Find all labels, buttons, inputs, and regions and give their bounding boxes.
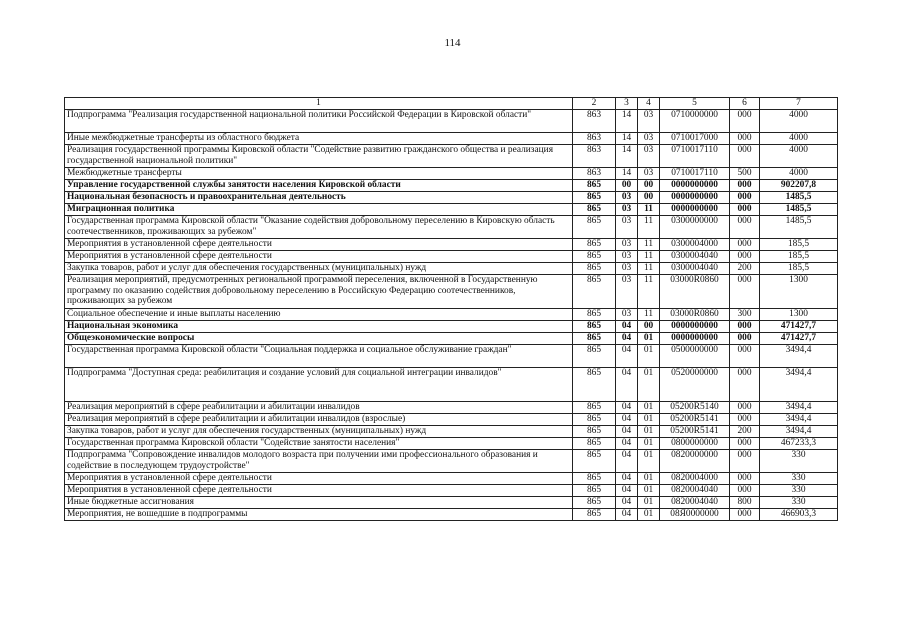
- table-row: [65, 145, 838, 168]
- item-name-cell: Межбюджетные трансферты: [65, 168, 573, 180]
- item-name-cell: Подпрограмма "Сопровождение инвалидов молодого возраста при получении ими профессионального образования и содействие в последующем трудоустройстве": [65, 450, 573, 473]
- section-code-cell: 04: [616, 345, 638, 368]
- header-col-1: 1: [65, 98, 573, 110]
- target-article-code-cell: 0500000000: [660, 345, 730, 368]
- amount-cell: 3494,4: [760, 345, 838, 368]
- table-row: [65, 275, 838, 309]
- table-row: [65, 110, 838, 133]
- subsection-code-cell: 03: [638, 145, 660, 168]
- expense-type-code-cell: 000: [730, 509, 760, 521]
- admin-code-cell: 865: [573, 485, 616, 497]
- item-name-cell: Подпрограмма "Доступная среда: реабилитация и создание условий для социальной интеграции инвалидов": [65, 368, 573, 402]
- amount-cell: 1300: [760, 275, 838, 309]
- target-article-code-cell: 0820004040: [660, 485, 730, 497]
- target-article-code-cell: 0000000000: [660, 204, 730, 216]
- admin-code-cell: 865: [573, 450, 616, 473]
- subsection-code-cell: 01: [638, 426, 660, 438]
- subsection-code-cell: 01: [638, 497, 660, 509]
- expense-type-code-cell: 000: [730, 450, 760, 473]
- admin-code-cell: 865: [573, 426, 616, 438]
- section-code-cell: 04: [616, 485, 638, 497]
- section-code-cell: 03: [616, 204, 638, 216]
- section-code-cell: 14: [616, 168, 638, 180]
- table-row: [65, 345, 838, 368]
- header-col-5: 5: [660, 98, 730, 110]
- target-article-code-cell: 05200R5141: [660, 426, 730, 438]
- table-row: [65, 450, 838, 473]
- item-name-cell: Мероприятия в установленной сфере деятельности: [65, 251, 573, 263]
- admin-code-cell: 865: [573, 509, 616, 521]
- amount-cell: 1485,5: [760, 216, 838, 239]
- expense-type-code-cell: 000: [730, 414, 760, 426]
- header-col-4: 4: [638, 98, 660, 110]
- table-row: [65, 239, 838, 251]
- table-row: [65, 263, 838, 275]
- subsection-code-cell: 00: [638, 192, 660, 204]
- target-article-code-cell: 08Я0000000: [660, 509, 730, 521]
- table-row: [65, 473, 838, 485]
- section-code-cell: 03: [616, 239, 638, 251]
- subsection-code-cell: 01: [638, 438, 660, 450]
- expense-type-code-cell: 000: [730, 239, 760, 251]
- admin-code-cell: 865: [573, 473, 616, 485]
- header-col-3: 3: [616, 98, 638, 110]
- expense-type-code-cell: 000: [730, 145, 760, 168]
- amount-cell: 1485,5: [760, 192, 838, 204]
- expense-type-code-cell: 000: [730, 204, 760, 216]
- item-name-cell: Мероприятия, не вошедшие в подпрограммы: [65, 509, 573, 521]
- target-article-code-cell: 05200R5141: [660, 414, 730, 426]
- table-row: [65, 485, 838, 497]
- amount-cell: 3494,4: [760, 368, 838, 402]
- section-code-cell: 03: [616, 275, 638, 309]
- amount-cell: 3494,4: [760, 402, 838, 414]
- subsection-code-cell: 01: [638, 414, 660, 426]
- admin-code-cell: 865: [573, 402, 616, 414]
- subsection-code-cell: 03: [638, 133, 660, 145]
- expense-type-code-cell: 000: [730, 333, 760, 345]
- admin-code-cell: 865: [573, 497, 616, 509]
- target-article-code-cell: 0710017110: [660, 168, 730, 180]
- item-name-cell: Национальная безопасность и правоохранительная деятельность: [65, 192, 573, 204]
- admin-code-cell: 865: [573, 239, 616, 251]
- expense-type-code-cell: 000: [730, 133, 760, 145]
- item-name-cell: Реализация мероприятий, предусмотренных региональной программой переселения, включенной в Государственную программу по оказанию содействия добровольному переселению в Российскую Федерацию соотечественников, проживающих за рубежом: [65, 275, 573, 309]
- item-name-cell: Иные межбюджетные трансферты из областного бюджета: [65, 133, 573, 145]
- target-article-code-cell: 0000000000: [660, 180, 730, 192]
- expense-type-code-cell: 000: [730, 110, 760, 133]
- amount-cell: 3494,4: [760, 414, 838, 426]
- table-row: [65, 133, 838, 145]
- amount-cell: 4000: [760, 145, 838, 168]
- table-row: [65, 402, 838, 414]
- table-row: [65, 192, 838, 204]
- admin-code-cell: 865: [573, 368, 616, 402]
- amount-cell: 330: [760, 485, 838, 497]
- target-article-code-cell: 0710017110: [660, 145, 730, 168]
- item-name-cell: Мероприятия в установленной сфере деятельности: [65, 485, 573, 497]
- expense-type-code-cell: 000: [730, 345, 760, 368]
- section-code-cell: 04: [616, 426, 638, 438]
- expense-type-code-cell: 800: [730, 497, 760, 509]
- table-body: [65, 110, 838, 521]
- item-name-cell: Миграционная политика: [65, 204, 573, 216]
- item-name-cell: Подпрограмма "Реализация государственной национальной политики Российской Федерации в Кировской области": [65, 110, 573, 133]
- header-col-6: 6: [730, 98, 760, 110]
- item-name-cell: Управление государственной службы занятости населения Кировской области: [65, 180, 573, 192]
- expense-type-code-cell: 000: [730, 251, 760, 263]
- section-code-cell: 14: [616, 110, 638, 133]
- table-row: [65, 204, 838, 216]
- item-name-cell: Мероприятия в установленной сфере деятельности: [65, 473, 573, 485]
- section-code-cell: 03: [616, 263, 638, 275]
- subsection-code-cell: 01: [638, 345, 660, 368]
- target-article-code-cell: 0300004040: [660, 251, 730, 263]
- subsection-code-cell: 11: [638, 251, 660, 263]
- admin-code-cell: 865: [573, 414, 616, 426]
- admin-code-cell: 865: [573, 321, 616, 333]
- subsection-code-cell: 11: [638, 263, 660, 275]
- section-code-cell: 14: [616, 133, 638, 145]
- target-article-code-cell: 0300004000: [660, 239, 730, 251]
- item-name-cell: Закупка товаров, работ и услуг для обеспечения государственных (муниципальных) нужд: [65, 263, 573, 275]
- section-code-cell: 04: [616, 414, 638, 426]
- expense-type-code-cell: 200: [730, 263, 760, 275]
- item-name-cell: Иные бюджетные ассигнования: [65, 497, 573, 509]
- amount-cell: 185,5: [760, 251, 838, 263]
- subsection-code-cell: 01: [638, 485, 660, 497]
- target-article-code-cell: 0710017000: [660, 133, 730, 145]
- amount-cell: 471427,7: [760, 333, 838, 345]
- target-article-code-cell: 05200R5140: [660, 402, 730, 414]
- header-col-7: 7: [760, 98, 838, 110]
- subsection-code-cell: 11: [638, 239, 660, 251]
- amount-cell: 467233,3: [760, 438, 838, 450]
- admin-code-cell: 865: [573, 309, 616, 321]
- section-code-cell: 04: [616, 497, 638, 509]
- table-row: [65, 309, 838, 321]
- table-row: [65, 216, 838, 239]
- subsection-code-cell: 11: [638, 309, 660, 321]
- expense-type-code-cell: 000: [730, 321, 760, 333]
- item-name-cell: Государственная программа Кировской области "Социальная поддержка и социальное обслуживание граждан": [65, 345, 573, 368]
- subsection-code-cell: 00: [638, 180, 660, 192]
- subsection-code-cell: 11: [638, 275, 660, 309]
- section-code-cell: 03: [616, 309, 638, 321]
- target-article-code-cell: 0820004000: [660, 473, 730, 485]
- section-code-cell: 03: [616, 216, 638, 239]
- table-row: [65, 509, 838, 521]
- expense-type-code-cell: 000: [730, 438, 760, 450]
- item-name-cell: Государственная программа Кировской области "Оказание содействия добровольному переселению в Кировскую область соотечественников, проживающих за рубежом": [65, 216, 573, 239]
- amount-cell: 466903,3: [760, 509, 838, 521]
- item-name-cell: Реализация мероприятий в сфере реабилитации и абилитации инвалидов (взрослые): [65, 414, 573, 426]
- admin-code-cell: 865: [573, 192, 616, 204]
- amount-cell: 330: [760, 497, 838, 509]
- expense-type-code-cell: 000: [730, 473, 760, 485]
- expense-type-code-cell: 000: [730, 275, 760, 309]
- expense-type-code-cell: 500: [730, 168, 760, 180]
- amount-cell: 4000: [760, 168, 838, 180]
- table-header-row: [65, 98, 838, 110]
- page-number: 114: [444, 37, 461, 49]
- amount-cell: 185,5: [760, 239, 838, 251]
- table-row: [65, 321, 838, 333]
- target-article-code-cell: 0710000000: [660, 110, 730, 133]
- item-name-cell: Закупка товаров, работ и услуг для обеспечения государственных (муниципальных) нужд: [65, 426, 573, 438]
- section-code-cell: 04: [616, 321, 638, 333]
- amount-cell: 902207,8: [760, 180, 838, 192]
- admin-code-cell: 865: [573, 345, 616, 368]
- target-article-code-cell: 03000R0860: [660, 275, 730, 309]
- section-code-cell: 04: [616, 402, 638, 414]
- admin-code-cell: 865: [573, 216, 616, 239]
- section-code-cell: 04: [616, 368, 638, 402]
- target-article-code-cell: 0000000000: [660, 321, 730, 333]
- expense-type-code-cell: 200: [730, 426, 760, 438]
- section-code-cell: 04: [616, 438, 638, 450]
- admin-code-cell: 865: [573, 180, 616, 192]
- section-code-cell: 04: [616, 333, 638, 345]
- expense-type-code-cell: 000: [730, 368, 760, 402]
- expense-type-code-cell: 000: [730, 402, 760, 414]
- admin-code-cell: 865: [573, 275, 616, 309]
- admin-code-cell: 865: [573, 204, 616, 216]
- expense-type-code-cell: 000: [730, 216, 760, 239]
- subsection-code-cell: 00: [638, 321, 660, 333]
- admin-code-cell: 865: [573, 251, 616, 263]
- table-row: [65, 497, 838, 509]
- expense-type-code-cell: 300: [730, 309, 760, 321]
- table-row: [65, 251, 838, 263]
- amount-cell: 4000: [760, 133, 838, 145]
- target-article-code-cell: 0800000000: [660, 438, 730, 450]
- amount-cell: 185,5: [760, 263, 838, 275]
- table-row: [65, 168, 838, 180]
- subsection-code-cell: 03: [638, 110, 660, 133]
- amount-cell: 4000: [760, 110, 838, 133]
- section-code-cell: 14: [616, 145, 638, 168]
- admin-code-cell: 865: [573, 263, 616, 275]
- amount-cell: 1300: [760, 309, 838, 321]
- subsection-code-cell: 01: [638, 509, 660, 521]
- target-article-code-cell: 0300000000: [660, 216, 730, 239]
- amount-cell: 1485,5: [760, 204, 838, 216]
- table-row: [65, 414, 838, 426]
- subsection-code-cell: 01: [638, 368, 660, 402]
- subsection-code-cell: 11: [638, 204, 660, 216]
- table-row: [65, 333, 838, 345]
- table-row: [65, 368, 838, 402]
- section-code-cell: 00: [616, 180, 638, 192]
- item-name-cell: Реализация мероприятий в сфере реабилитации и абилитации инвалидов: [65, 402, 573, 414]
- target-article-code-cell: 0000000000: [660, 192, 730, 204]
- subsection-code-cell: 03: [638, 168, 660, 180]
- item-name-cell: Мероприятия в установленной сфере деятельности: [65, 239, 573, 251]
- expense-type-code-cell: 000: [730, 485, 760, 497]
- item-name-cell: Национальная экономика: [65, 321, 573, 333]
- item-name-cell: Реализация государственной программы Кировской области "Содействие развитию гражданского общества и реализация государственной национальной политики": [65, 145, 573, 168]
- target-article-code-cell: 0000000000: [660, 333, 730, 345]
- amount-cell: 330: [760, 450, 838, 473]
- table-row: [65, 180, 838, 192]
- section-code-cell: 04: [616, 509, 638, 521]
- table-row: [65, 438, 838, 450]
- subsection-code-cell: 01: [638, 473, 660, 485]
- admin-code-cell: 863: [573, 145, 616, 168]
- admin-code-cell: 863: [573, 110, 616, 133]
- section-code-cell: 03: [616, 251, 638, 263]
- subsection-code-cell: 01: [638, 450, 660, 473]
- target-article-code-cell: 03000R0860: [660, 309, 730, 321]
- subsection-code-cell: 01: [638, 402, 660, 414]
- subsection-code-cell: 01: [638, 333, 660, 345]
- budget-table: [64, 97, 838, 521]
- expense-type-code-cell: 000: [730, 180, 760, 192]
- admin-code-cell: 863: [573, 168, 616, 180]
- target-article-code-cell: 0520000000: [660, 368, 730, 402]
- item-name-cell: Социальное обеспечение и иные выплаты населению: [65, 309, 573, 321]
- item-name-cell: Общеэкономические вопросы: [65, 333, 573, 345]
- table-row: [65, 426, 838, 438]
- amount-cell: 471427,7: [760, 321, 838, 333]
- admin-code-cell: 865: [573, 333, 616, 345]
- amount-cell: 330: [760, 473, 838, 485]
- admin-code-cell: 865: [573, 438, 616, 450]
- subsection-code-cell: 11: [638, 216, 660, 239]
- admin-code-cell: 863: [573, 133, 616, 145]
- expense-type-code-cell: 000: [730, 192, 760, 204]
- section-code-cell: 04: [616, 473, 638, 485]
- section-code-cell: 03: [616, 192, 638, 204]
- target-article-code-cell: 0820000000: [660, 450, 730, 473]
- item-name-cell: Государственная программа Кировской области "Содействие занятости населения": [65, 438, 573, 450]
- header-col-2: 2: [573, 98, 616, 110]
- target-article-code-cell: 0300004040: [660, 263, 730, 275]
- amount-cell: 3494,4: [760, 426, 838, 438]
- target-article-code-cell: 0820004040: [660, 497, 730, 509]
- section-code-cell: 04: [616, 450, 638, 473]
